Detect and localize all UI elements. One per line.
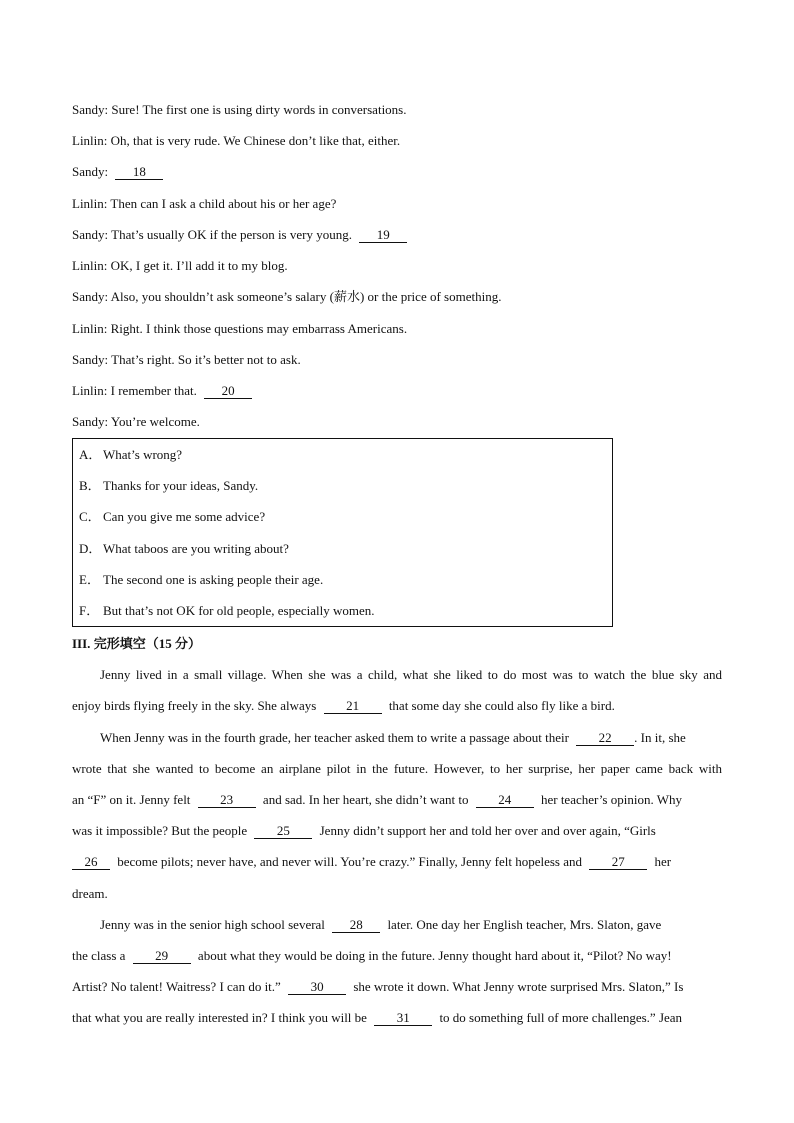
dialogue-line-3 <box>72 164 163 180</box>
dialogue-line-4 <box>72 196 336 212</box>
speaker: Sandy: <box>72 352 109 367</box>
dialogue-text: Right. I think those questions may embarrass Americans. <box>110 321 408 336</box>
passage-text: dream. <box>72 886 108 901</box>
passage-line <box>72 948 722 964</box>
dialogue-line-9 <box>72 352 301 368</box>
option-letter: B． <box>79 478 101 493</box>
option-b[interactable] <box>79 478 258 494</box>
answer-blank-27[interactable]: 27 <box>589 855 647 870</box>
dialogue-line-8 <box>72 321 407 337</box>
dialogue-line-10 <box>72 383 252 399</box>
passage-text: Jenny was in the senior high school several <box>100 917 325 932</box>
speaker: Sandy: <box>72 414 109 429</box>
dialogue-text: Then can I ask a child about his or her age? <box>110 196 337 211</box>
passage-text: Artist? No talent! Waitress? I can do it.” <box>72 979 281 994</box>
speaker: Sandy: <box>72 227 109 242</box>
passage-line <box>72 761 722 777</box>
section-heading <box>72 636 201 652</box>
passage-text: that what you are really interested in? I think you will be <box>72 1010 367 1025</box>
dialogue-text: Also, you shouldn’t ask someone’s salary (薪水) or the price of something. <box>110 289 502 304</box>
passage-text: to do something full of more challenges.” Jean <box>439 1010 683 1025</box>
passage-line <box>72 979 722 995</box>
option-text: What taboos are you writing about? <box>103 541 289 556</box>
passage-text: was it impossible? But the people <box>72 823 248 838</box>
passage-line <box>72 1010 722 1026</box>
dialogue-text: That’s right. So it’s better not to ask. <box>111 352 301 367</box>
option-letter: A． <box>79 447 102 462</box>
answer-blank-29[interactable]: 29 <box>133 949 191 964</box>
speaker: Linlin: <box>72 196 108 211</box>
option-letter: F． <box>79 603 100 618</box>
answer-blank-24[interactable]: 24 <box>476 793 534 808</box>
passage-text: wrote that she wanted to become an airplane pilot in the future. However, to her surprise, her paper came back with <box>72 761 722 776</box>
passage-text: later. One day her English teacher, Mrs. Slaton, gave <box>387 917 662 932</box>
option-f[interactable] <box>79 603 375 619</box>
passage-text: an “F” on it. Jenny felt <box>72 792 191 807</box>
answer-blank-21[interactable]: 21 <box>324 699 382 714</box>
dialogue-line-6 <box>72 258 288 274</box>
passage-line <box>100 667 722 683</box>
passage-text: that some day she could also fly like a bird. <box>388 698 615 713</box>
passage-text: and sad. In her heart, she didn’t want to <box>262 792 469 807</box>
dialogue-line-11 <box>72 414 200 430</box>
passage-text: her teacher’s opinion. Why <box>540 792 683 807</box>
passage-text: When Jenny was in the fourth grade, her teacher asked them to write a passage about their <box>100 730 569 745</box>
dialogue-line-1 <box>72 102 406 118</box>
dialogue-line-7 <box>72 289 501 305</box>
answer-blank-18[interactable]: 18 <box>115 165 163 180</box>
answer-blank-20[interactable]: 20 <box>204 384 252 399</box>
passage-text: enjoy birds flying freely in the sky. She always <box>72 698 317 713</box>
passage-line <box>72 823 722 839</box>
section-score: （15 分） <box>145 636 201 651</box>
passage-text: about what they would be doing in the future. Jenny thought hard about it, “Pilot? No way! <box>197 948 672 963</box>
option-d[interactable] <box>79 541 289 557</box>
option-text: Can you give me some advice? <box>103 509 266 524</box>
option-letter: D． <box>79 541 102 556</box>
dialogue-line-2 <box>72 133 400 149</box>
answer-blank-25[interactable]: 25 <box>254 824 312 839</box>
answer-blank-31[interactable]: 31 <box>374 1011 432 1026</box>
speaker: Linlin: <box>72 321 108 336</box>
dialogue-text: OK, I get it. I’ll add it to my blog. <box>110 258 288 273</box>
dialogue-text: Oh, that is very rude. We Chinese don’t like that, either. <box>110 133 401 148</box>
dialogue-text: That’s usually OK if the person is very young. <box>111 227 352 242</box>
dialogue-text: You’re welcome. <box>110 414 200 429</box>
passage-text: the class a <box>72 948 126 963</box>
option-c[interactable] <box>79 509 265 525</box>
answer-blank-19[interactable]: 19 <box>359 228 407 243</box>
passage-text: her <box>654 854 672 869</box>
speaker: Linlin: <box>72 383 108 398</box>
speaker: Sandy: <box>72 289 109 304</box>
passage-line <box>72 854 722 870</box>
option-letter: C． <box>79 509 101 524</box>
option-text: What’s wrong? <box>103 447 183 462</box>
options-box <box>72 438 613 627</box>
answer-blank-22[interactable]: 22 <box>576 731 634 746</box>
dialogue-text: Sure! The first one is using dirty words in conversations. <box>111 102 407 117</box>
dialogue-text: I remember that. <box>110 383 197 398</box>
passage-text: become pilots; never have, and never will. You’re crazy.” Finally, Jenny felt hopeless and <box>117 854 582 869</box>
passage-text: Jenny lived in a small village. When she was a child, what she liked to do most was to watch the blue sky and <box>100 667 722 682</box>
option-a[interactable] <box>79 447 182 463</box>
answer-blank-23[interactable]: 23 <box>198 793 256 808</box>
option-letter: E． <box>79 572 100 587</box>
passage-line <box>72 792 722 808</box>
option-text: Thanks for your ideas, Sandy. <box>103 478 259 493</box>
passage-text: Jenny didn’t support her and told her over and over again, “Girls <box>319 823 656 838</box>
section-number: III. <box>72 636 91 651</box>
speaker: Sandy: <box>72 102 109 117</box>
speaker: Linlin: <box>72 133 108 148</box>
option-text: But that’s not OK for old people, especially women. <box>103 603 375 618</box>
passage-text: she wrote it down. What Jenny wrote surprised Mrs. Slaton,” Is <box>353 979 684 994</box>
dialogue-line-5 <box>72 227 407 243</box>
passage-line <box>100 730 722 746</box>
answer-blank-26[interactable]: 26 <box>72 855 110 870</box>
answer-blank-28[interactable]: 28 <box>332 918 380 933</box>
speaker: Sandy: <box>72 164 109 179</box>
answer-blank-30[interactable]: 30 <box>288 980 346 995</box>
passage-line <box>72 698 722 714</box>
option-text: The second one is asking people their age. <box>103 572 324 587</box>
section-title: 完形填空 <box>93 636 146 651</box>
option-e[interactable] <box>79 572 323 588</box>
passage-line <box>72 886 722 902</box>
passage-text: . In it, she <box>634 730 686 745</box>
passage-line <box>100 917 722 933</box>
speaker: Linlin: <box>72 258 108 273</box>
